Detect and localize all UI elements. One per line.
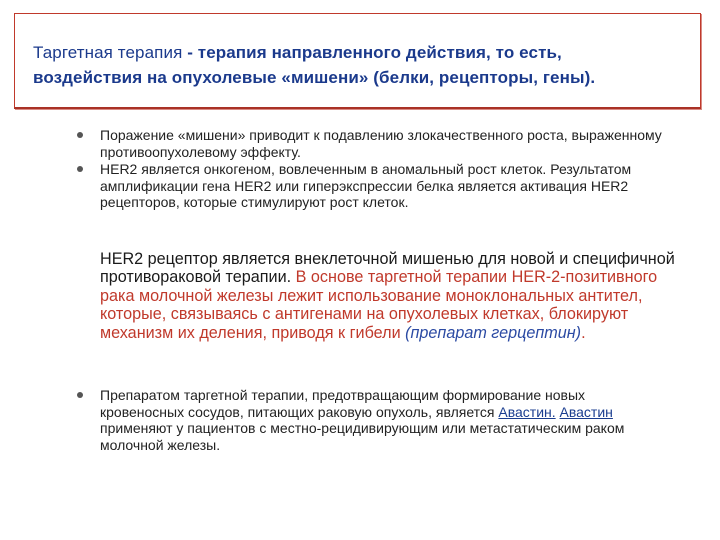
title-line2-bold: воздействия на опухолевые «мишени» (белки, рецепторы, гены). — [33, 68, 596, 87]
bullet-icon — [77, 132, 83, 138]
avastin-outro: применяют у пациентов с местно-рецидивирующим или метастатическим раком молочной железы. — [100, 420, 625, 453]
her2-paragraph — [100, 250, 680, 342]
avastin-intro: Препаратом таргетной терапии, предотвращающим формирование новых кровеносных сосудов, питающих раковую опухоль, является — [100, 387, 586, 420]
title-line1-normal: Таргетная терапия — [33, 43, 183, 62]
bullet-text — [100, 387, 670, 453]
paragraph-highlight: В основе таргетной терапии HER-2-позитивного рака молочной железы лежит использование моноклональных антител, которые, связываясь с антигенами на опухолевых клетках, блокируют механизм их деления, приводя к гибели — [100, 268, 658, 342]
bullet-icon — [77, 166, 83, 172]
slide-title — [33, 40, 595, 90]
paragraph-intro: HER2 рецептор является внеклеточной мишенью для новой и специфичной противораковой терапии. — [100, 250, 675, 287]
avastin-link[interactable]: Авастин. — [498, 403, 556, 420]
bullet-icon — [77, 392, 83, 398]
title-line1-bold: - терапия направленного действия, то есть, — [182, 43, 562, 62]
title-box — [14, 13, 701, 109]
paragraph-drug: (препарат герцептин) — [405, 323, 582, 342]
bullet-text: Поражение «мишени» приводит к подавлению злокачественного роста, выраженному противоопухолевому эффекту. — [100, 127, 662, 160]
paragraph-end: . — [581, 323, 586, 342]
avastin-link-2[interactable]: Авастин — [559, 403, 613, 420]
bullet-text: HER2 является онкогеном, вовлеченным в аномальный рост клеток. Результатом амплификации гена HER2 или гиперэкспрессии белка является активация HER2 рецепторов, которые стимулируют рост клеток. — [100, 161, 632, 210]
